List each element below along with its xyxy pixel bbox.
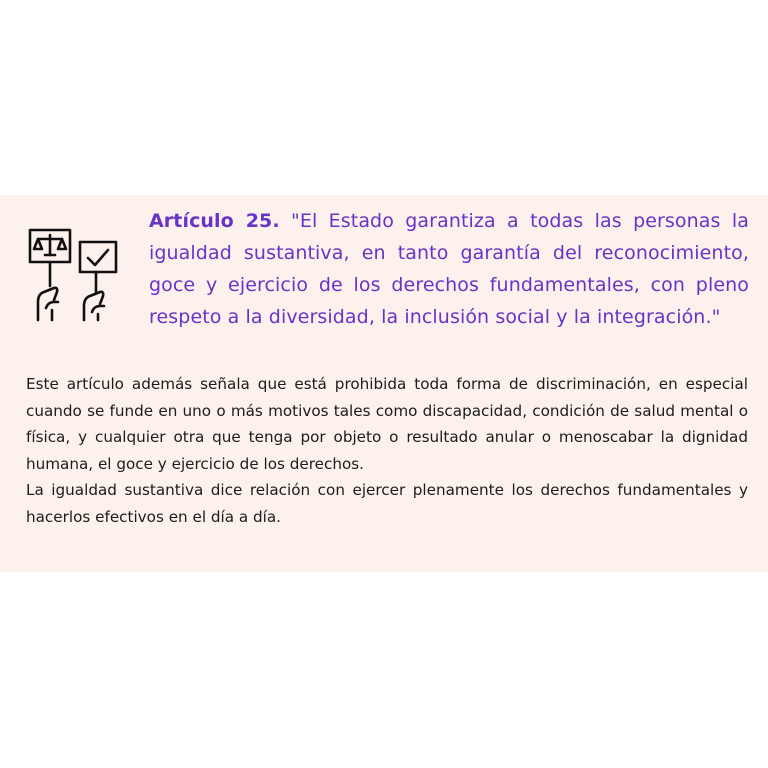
article-quote-text: "El Estado garantiza a todas las personas la igualdad sustantiva, en tanto garantía del reconocimiento, goce y ejercicio de los derechos fundamentales, con pleno respeto a la diversidad, la inclusión social y la integración." — [149, 210, 749, 328]
raised-hands-with-signs-icon — [24, 222, 124, 326]
checkmark-sign-icon — [80, 242, 116, 292]
article-explanation — [26, 371, 748, 531]
article-number: Artículo 25. — [149, 210, 280, 232]
explanation-paragraph-1: Este artículo además señala que está prohibida toda forma de discriminación, en especial cuando se funde en uno o más motivos tales como discapacidad, condición de salud mental o física, y cualquier otra que tenga por objeto o resultado anular o menoscabar la dignidad humana, el goce y ejercicio de los derechos. — [26, 375, 748, 473]
explanation-paragraph-2: La igualdad sustantiva dice relación con ejercer plenamente los derechos fundamentales y hacerlos efectivos en el día a día. — [26, 481, 748, 526]
right-hand-icon — [84, 292, 104, 320]
article-quote — [149, 205, 749, 333]
left-hand-icon — [38, 288, 58, 320]
justice-scale-sign-icon — [30, 230, 70, 286]
